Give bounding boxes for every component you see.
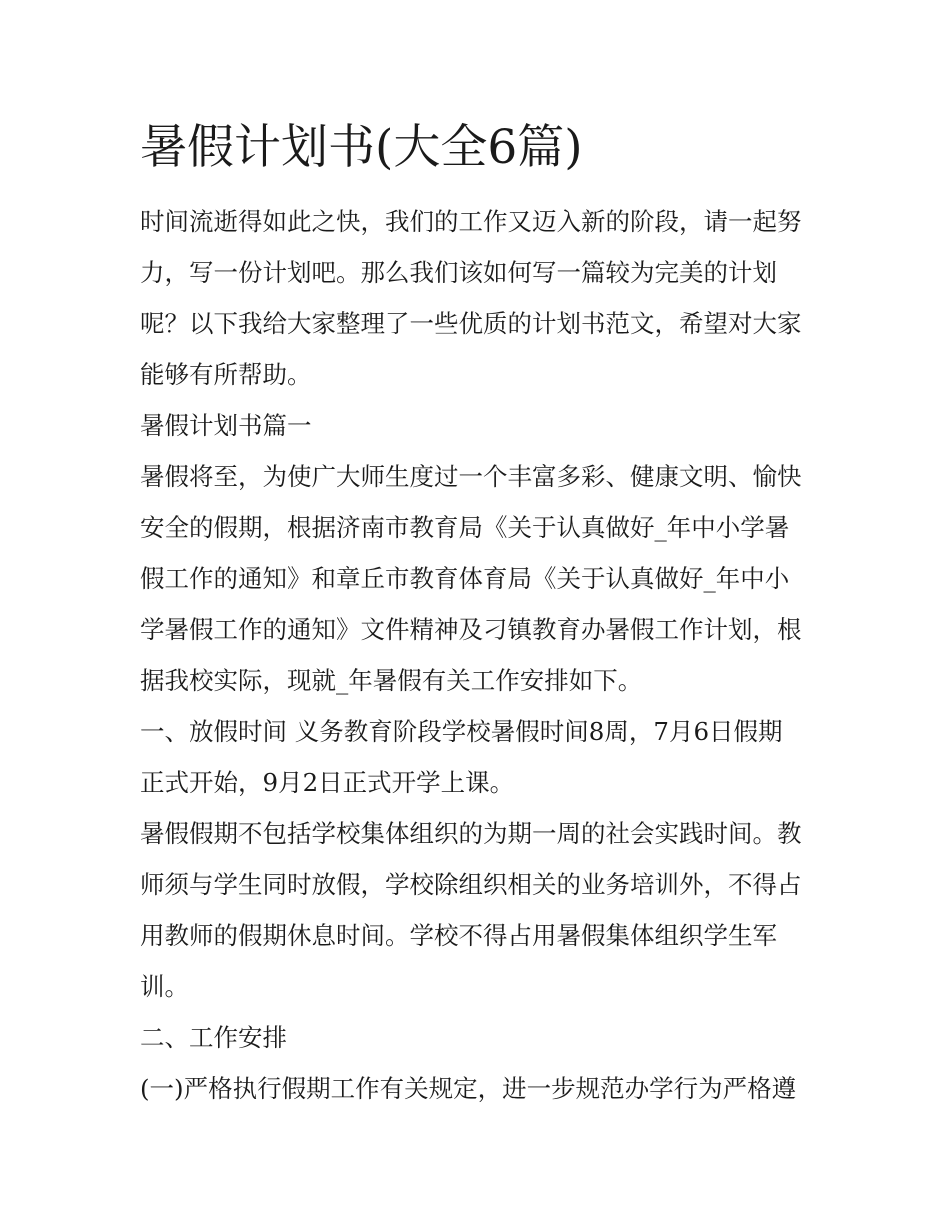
document-title: 暑假计划书(大全6篇): [140, 120, 583, 175]
paragraph-line: 假工作的通知》和章丘市教育体育局《关于认真做好_年中小: [140, 564, 790, 593]
paragraph-line: 据我校实际，现就_年暑假有关工作安排如下。: [140, 666, 643, 695]
paragraph-line: 呢？以下我给大家整理了一些优质的计划书范文，希望对大家: [140, 309, 802, 338]
paragraph-line: 能够有所帮助。: [140, 360, 312, 389]
paragraph-line: 正式开始，9月2日正式开学上课。: [140, 768, 515, 797]
section-heading: 暑假计划书篇一: [140, 411, 312, 440]
paragraph-line: 力，写一份计划吧。那么我们该如何写一篇较为完美的计划: [140, 258, 777, 287]
paragraph-line: 师须与学生同时放假，学校除组织相关的业务培训外，不得占: [140, 870, 802, 899]
paragraph-line: 一、放假时间 义务教育阶段学校暑假时间8周，7月6日假期: [140, 717, 783, 746]
paragraph-line: 安全的假期，根据济南市教育局《关于认真做好_年中小学暑: [140, 513, 790, 542]
paragraph-line: 暑假假期不包括学校集体组织的为期一周的社会实践时间。教: [140, 819, 802, 848]
paragraph-line: 学暑假工作的通知》文件精神及刁镇教育办暑假工作计划，根: [140, 615, 802, 644]
paragraph-line: (一)严格执行假期工作有关规定，进一步规范办学行为严格遵: [140, 1074, 797, 1103]
section-heading: 二、工作安排: [140, 1023, 287, 1052]
paragraph-line: 训。: [140, 972, 189, 1001]
paragraph-line: 时间流逝得如此之快，我们的工作又迈入新的阶段，请一起努: [140, 207, 802, 236]
paragraph-line: 用教师的假期休息时间。学校不得占用暑假集体组织学生军: [140, 921, 777, 950]
paragraph-line: 暑假将至，为使广大师生度过一个丰富多彩、健康文明、愉快: [140, 462, 802, 491]
